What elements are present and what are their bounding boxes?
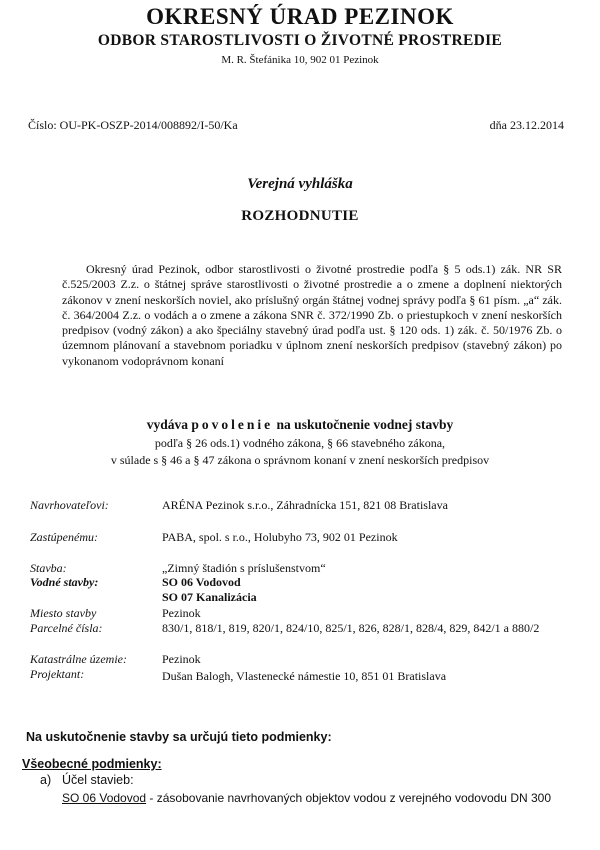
building-value: „Zimný štadión s príslušenstvom“ [162,561,326,575]
conditions-title: Na uskutočnenie stavby sa určujú tieto podmienky: [26,730,332,744]
condition-item-a [40,773,51,787]
issues-permit-word: povolenie [191,417,274,432]
cadastral-label: Katastrálne územie: [30,652,127,666]
purpose-so06-label: SO 06 Vodovod [62,791,147,805]
decision-title: ROZHODNUTIE [241,208,359,224]
water-structure-so06: SO 06 Vodovod [162,575,241,589]
parcels-label: Parcelné čísla: [30,621,103,635]
water-structure-so07: SO 07 Kanalizácia [162,590,257,604]
location-value: Pezinok [162,606,201,620]
legal-basis-line-1: podľa § 26 ods.1) vodného zákona, § 66 stavebného zákona, [154,436,446,450]
represented-value: PABA, spol. s r.o., Holubyho 73, 902 01 Pezinok [162,530,398,544]
building-label: Stavba: [30,561,67,575]
purpose-so06 [62,790,572,806]
intro-paragraph: Okresný úrad Pezinok, odbor starostlivosti o životné prostredie podľa § 5 ods.1) zák. NR SR č.525/2003 Z.z. o štátnej správe starostlivosti o životné prostredie a o zmene a doplnení niektorých zákonov v znení neskorších noviel, ako príslušný orgán štátnej vodnej správy podľa § 61 písm. „a“ zák. č. 364/2004 Z.z. o vodách a o zmene a zákona SNR č. 372/1990 Zb. o priestupkoch v znení neskorších predpisov (vodný zákon) a ako špeciálny stavebný úrad podľa ust. § 120 ods. 1) zák. č. 50/1976 Zb. o územnom plánovaní a stavebnom poriadku v úplnom znení neskorších predpisov (stavebný zákon) po vykonanom vodoprávnom konaní [62,262,562,368]
cadastral-value: Pezinok [162,652,201,666]
document-date: dňa 23.12.2014 [489,118,564,132]
notice-title: Verejná vyhláška [247,176,353,192]
office-address: M. R. Štefánika 10, 902 01 Pezinok [221,54,379,66]
designer-value: Dušan Balogh, Vlastenecké námestie 10, 851 01 Bratislava [162,669,447,683]
office-name: OKRESNÝ ÚRAD PEZINOK [146,4,454,29]
represented-label: Zastúpenému: [30,530,98,544]
reference-number: Číslo: OU-PK-OSZP-2014/008892/I-50/Ka [28,118,238,132]
applicant-value: ARÉNA Pezinok s.r.o., Záhradnícka 151, 821 08 Bratislava [162,498,448,512]
item-a-marker: a) [40,773,52,787]
issues-suffix: na uskutočnenie vodnej stavby [276,417,454,432]
parcels-value: 830/1, 818/1, 819, 820/1, 824/10, 825/1, 826, 828/1, 828/4, 829, 842/1 a 880/2 [162,621,540,635]
general-conditions-title: Všeobecné podmienky: [22,757,162,771]
issues-permit-line [0,417,600,433]
water-structures-label: Vodné stavby: [30,575,99,589]
applicant-label: Navrhovateľovi: [30,498,109,512]
item-a-text: Účel stavieb: [62,773,134,787]
issues-prefix: vydáva [146,417,189,432]
department-name: ODBOR STAROSTLIVOSTI O ŽIVOTNÉ PROSTREDIE [97,32,503,49]
purpose-so06-text: - zásobovanie navrhovaných objektov vodou z verejného vodovodu DN 300 [146,791,552,805]
designer-label: Projektant: [30,667,85,681]
legal-basis-line-2: v súlade s § 46 a § 47 zákona o správnom konaní v znení neskorších predpisov [110,453,490,467]
location-label: Miesto stavby [30,606,97,620]
